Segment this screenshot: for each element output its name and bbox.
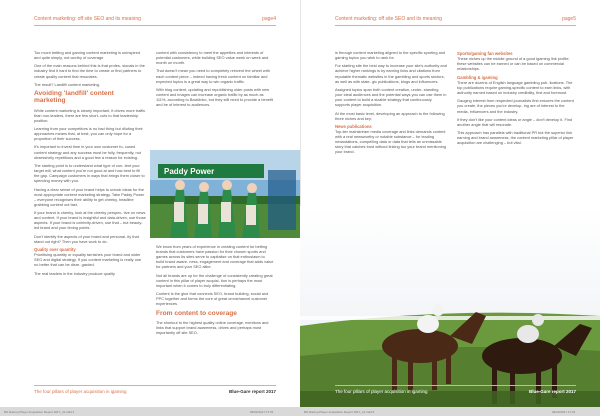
- print-slug: BG Racing Player Acquisition Report 2017_v2.indd 5: [304, 410, 375, 414]
- paragraph: The result? Landfill content marketing.: [34, 81, 100, 87]
- section-heading: From content to coverage: [156, 309, 237, 317]
- paragraph: For starting site the best way to increase your site's authority and achieve higher rankings is by earning links and citations from reputable thematic websites in the gambling and sports sectors, as well as with state- gic publications, blogs and influencers.: [335, 63, 447, 84]
- text-column-1: [335, 50, 447, 200]
- text-column-3: [156, 244, 274, 384]
- footer-brand: Blue-Gare report 2017: [228, 389, 276, 394]
- text-column-2: [156, 50, 274, 148]
- print-slug: BG Racing Player Acquisition Report 2017_v2.indd 4: [4, 410, 75, 414]
- paragraph: One of the main reasons behind this is that profes- sionals in the industry find it hard to find the time to create or find partners to create quality content that resonates.: [34, 63, 145, 79]
- subheading: Sports/gaming fan websites: [457, 51, 513, 56]
- subheading: News publications: [335, 123, 372, 129]
- paragraph: While content marketing is clearly important, it drives more traffic than non-leaders, there are few short- cuts to that leadership position.: [34, 107, 146, 123]
- subheading: Quality over quantity: [34, 247, 76, 252]
- paragraph: We know from years of experience in creating content for betting brands that customers have passion for their chosen sports and games across its sites serve to capitalise on that enthusiasm to build brand aware- ness, engagement and coverage that adds value for partners and your SEO alike.: [156, 244, 274, 270]
- paragraph: Too much betting and gaming content marketing is uninspired and quite simply, not worthy of coverage.: [34, 50, 140, 61]
- subheading: Gambling & igaming: [457, 74, 498, 80]
- footer-brand: Blue-Gare report 2017: [528, 389, 576, 394]
- running-header: [335, 16, 576, 26]
- section-heading: Avoiding 'landfill' content marketing: [34, 90, 114, 105]
- page-number: page5: [562, 16, 576, 22]
- banner-text: Paddy Power: [164, 167, 215, 176]
- print-slug-date: 06/02/2017 17:01: [552, 410, 576, 414]
- horse-racing-photo-icon: [300, 206, 600, 407]
- paragraph: With blog content, updating and republishing older posts with new content and images can increase organic traffic by as much as 111%, according to Backlinko, but they still need to provide a benefit and be of interest to audiences.: [156, 86, 274, 108]
- paragraph: At the most basic level, developing an approach to the following three niches and key:: [335, 110, 445, 121]
- paragraph: Having a clear sense of your brand helps to unlock ideas for the most appropriate content marketing strategy. Take Paddy Power – everyone recognises their ability to get cheeky, headline grabbing content out fast.: [34, 186, 145, 207]
- paragraph: It's important to invest time in your own customer fo- cused content strategy and any success must be fully, frequently, not obsessively repetitious and a good few a reason for existing.: [34, 144, 141, 160]
- paragraph: Assigned topics span both content creation, under- standing your ideal audiences and the potential ways you can use them in your content to build a sizable strategy that continuously supports player acquisition.: [335, 86, 447, 108]
- paragraph: The shortcut to the highest quality online coverage, mentions and links that support brand awareness, drives and perhaps most importantly off site SEO,: [156, 319, 269, 335]
- text-column-2: [457, 50, 575, 200]
- paragraph: Learning from your competitors is no bad thing but diluting their approaches means that, at best, you can only hope for a proportion of their success.: [34, 126, 143, 142]
- paragraph: There are dozens of English language gambling pub- lications. The top publications require gaming-specific content to earn links, with authority earned based on industry credibility, first and foremost.: [457, 79, 573, 96]
- paragraph: If your brand is cheeky, look at the cheeky perspec- tive on news and content. If your brand is insightful and data-driven, use those aspects. If your brand is celebrity-driven, use that – but beauty-led brand and your timing points.: [34, 210, 146, 231]
- paragraph: is through content marketing aligned to the specific sporting and gaming topics you wish to rank for.: [335, 50, 446, 61]
- footer-title: The four pillars of player acquisition in igaming: [34, 389, 127, 394]
- paragraph: Content is the glue that connects SEO, brand building, social and PPC together and forms the core of great omnichannel customer experiences.: [156, 291, 269, 307]
- promo-photo-icon: [150, 150, 300, 238]
- paragraph: Not all brands are up for the challenge of consistently creating great content in this pillar of player acquisi- tion is perhaps the most important when it comes to truly differentiating.: [156, 272, 273, 288]
- header-title: Content marketing: off site SEO and its meaning: [335, 16, 442, 22]
- paragraph: Don't identify the aspects of your brand and personal- ity that stand out right? Then you have work to do.: [34, 233, 139, 244]
- footer-title: The four pillars of player acquisition in igaming: [335, 389, 428, 394]
- page-number: page4: [262, 16, 276, 22]
- paragraph: The real leaders in the industry produce quality: [34, 270, 115, 276]
- running-footer: [34, 385, 276, 395]
- paragraph: Top-tier mainstream media coverage and links demands content with a real newsworthy or notable substance – for leading newsstations, compelling data or data that tells an unmissable story that catches trust without linking too your brand mentioning your brand.: [335, 129, 446, 155]
- header-title: Content marketing: off site SEO and its meaning: [34, 16, 141, 22]
- paragraph: These niches up the middle ground of a good igaming link profile; these websites can be earned or can be based on commercial relationships.: [457, 56, 570, 72]
- paragraph: If they don't like your content ideas or angle – don't develop it. Find another angle that will resonate.: [457, 116, 573, 127]
- paragraph: This approach has parallels with traditional PR but the superior link earning and brand awareness, the content marketing pillar of player acquisition are challenging – but vital.: [457, 130, 574, 146]
- paragraph: content with consistency to meet the appetites and interests of potential customers, while building SEO value week on week and month on month.: [156, 50, 269, 66]
- running-header: [34, 16, 276, 26]
- paragraph: The starting point is to understand what type of con- tent your target will, what content you're not good at and how best to fill the gap. Campaign customers in ways that brings them closer to spending money with you.: [34, 162, 145, 184]
- paragraph: Prioritising quantity or equality tarnishes your brand and wider SEO and digital strategy. If you content marketing is really one no better that can be disre- garded.: [34, 252, 142, 268]
- running-footer: [335, 385, 576, 395]
- paragraph: Gauging interest from respected journalists first ensures the content you create, the pieces you're develop- ing are of interest to the media, influencers and the industry.: [457, 98, 574, 114]
- paragraph: That doesn't mean you need to completely reinvent the wheel with each content piece – indeed having fresh content on familiar and expected topics is a great way to win organic traffic.: [156, 68, 270, 84]
- print-slug-date: 06/02/2017 17:01: [250, 410, 274, 414]
- text-column-1: [34, 50, 146, 380]
